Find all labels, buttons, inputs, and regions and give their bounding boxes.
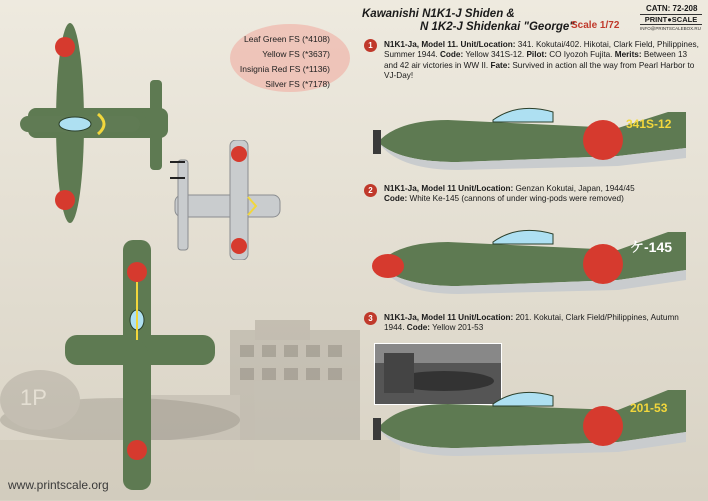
title-line-2: N 1K2-J Shidenkai "George" xyxy=(420,21,575,33)
brand-email: INFO@PRINTSCALEBOX.RU xyxy=(640,26,701,31)
aircraft-code-1: 341S-12 xyxy=(626,117,672,131)
aircraft-code-2: ケ-145 xyxy=(630,239,673,255)
aircraft-top-view-lower xyxy=(65,240,215,490)
section-2-number: 2 xyxy=(364,184,377,197)
brand-logo: PRINT●SCALE xyxy=(640,14,702,25)
color-silver: Silver FS (*7178) xyxy=(265,79,330,89)
aircraft-profile-3 xyxy=(368,380,698,468)
svg-text:1P: 1P xyxy=(20,385,47,410)
color-yellow: Yellow FS (*3637) xyxy=(262,49,330,59)
scale-label: Scale 1/72 xyxy=(571,20,620,31)
aircraft-top-view-upper xyxy=(10,20,180,235)
section-1-number: 1 xyxy=(364,39,377,52)
section-2-text: N1K1-Ja, Model 11 Unit/Location: Genzan Kokutai, Japan, 1944/45 Code: White Ke-145 (cannons of under wing-pods were removed) xyxy=(384,184,635,204)
color-key xyxy=(202,32,330,92)
title-line-1: Kawanishi N1K1-J Shiden & xyxy=(362,8,515,20)
aircraft-code-3: 201-53 xyxy=(630,401,668,415)
color-insignia-red: Insignia Red FS (*1136) xyxy=(239,64,330,74)
aircraft-profile-1 xyxy=(368,100,698,178)
footer-url[interactable]: www.printscale.org xyxy=(8,478,109,492)
section-3-number: 3 xyxy=(364,312,377,325)
color-leaf-green: Leaf Green FS (*4108) xyxy=(244,34,330,44)
section-1-text: N1K1-Ja, Model 11. Unit/Location: 341. Kokutai/402. Hikotai, Clark Field, Philippines, Summer 1944. Code: Yellow 341S-12. Pilot: CO Iyozoh Fujita. Merits: Between 13 and 42 air victories in WW II. Fate: Survived in action all the way from Pearl Harbor to VJ-Day! xyxy=(384,40,699,81)
sheet-title xyxy=(362,8,575,34)
section-3-text: N1K1-Ja, Model 11 Unit/Location: 201. Kokutai, Clark Field/Philippines, Autumn 1944. Code: Yellow 201-53 xyxy=(384,313,679,333)
catalog-number: CATN: 72-208 xyxy=(646,4,698,13)
aircraft-profile-2 xyxy=(368,222,698,302)
